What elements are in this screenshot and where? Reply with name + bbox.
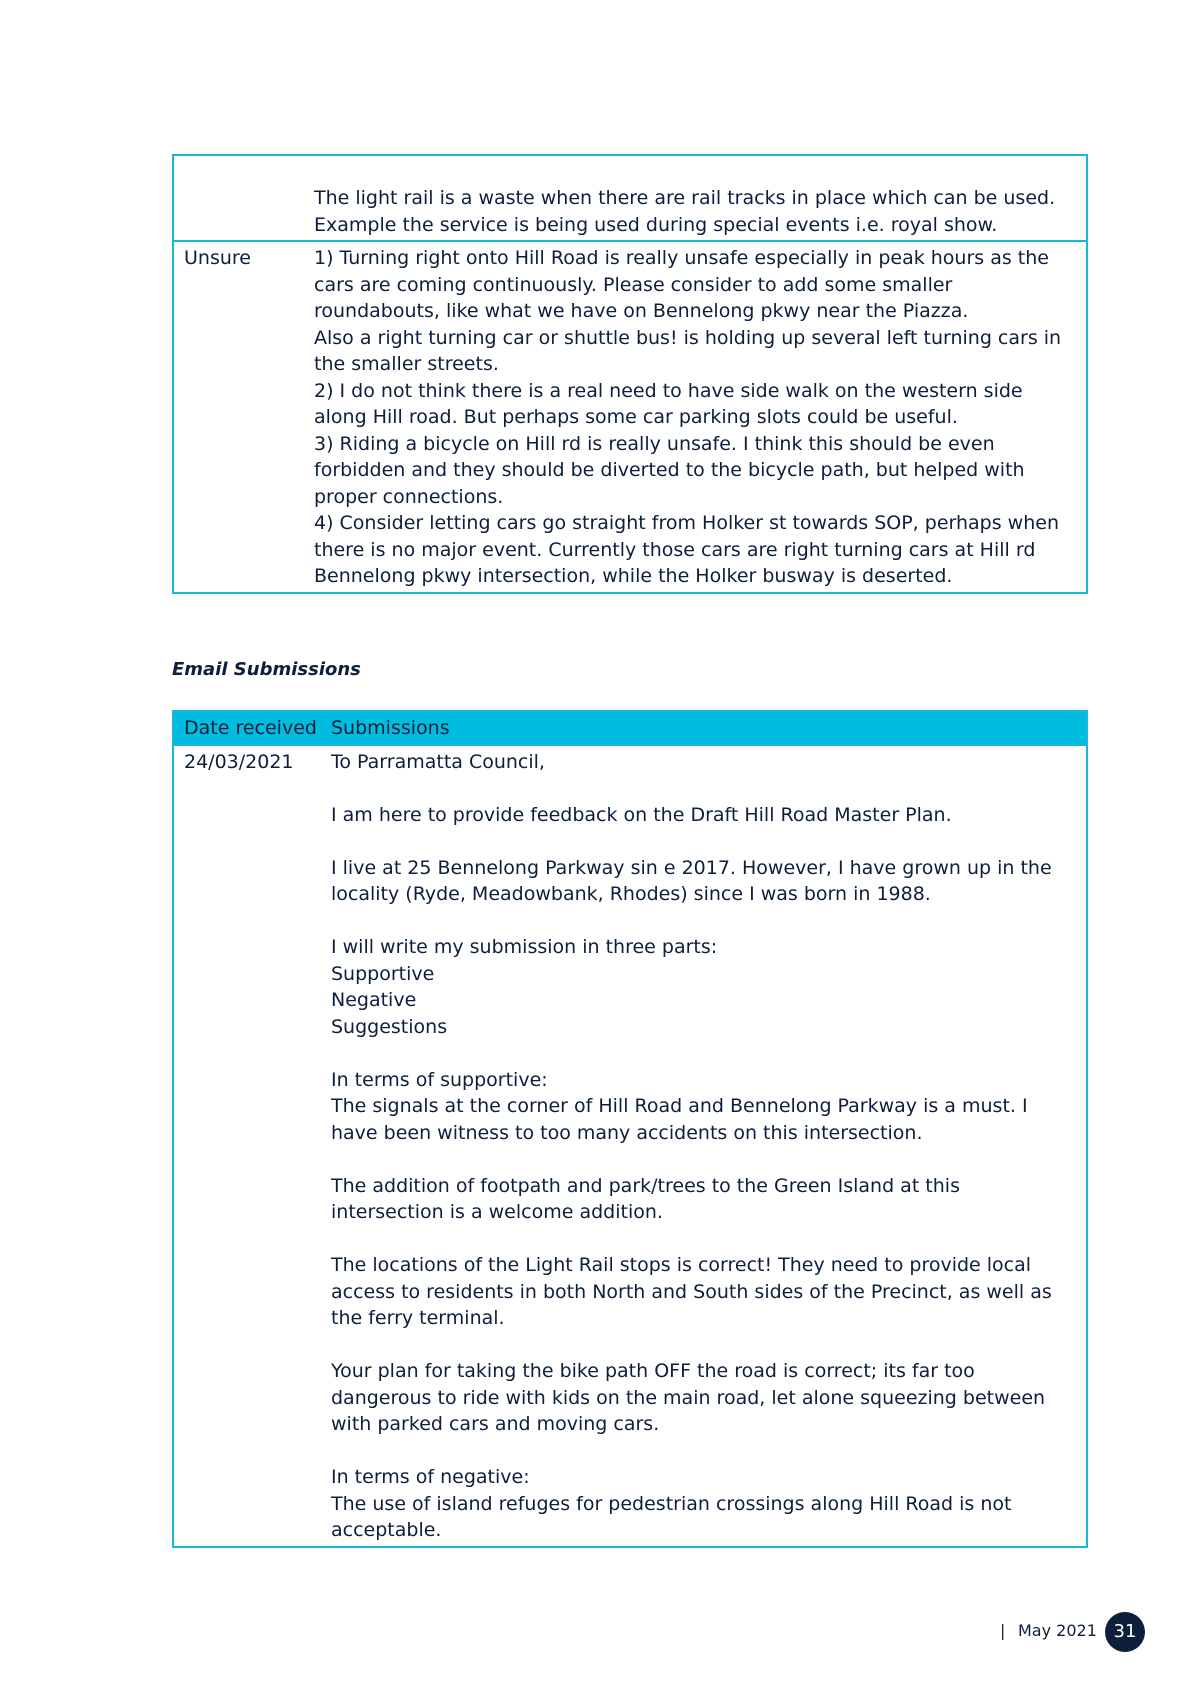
comment-paragraph: Also a right turning car or shuttle bus! is holding up several left turning cars in the smaller streets. — [314, 326, 1062, 375]
submission-paragraph: Supportive — [331, 962, 435, 985]
table-row — [174, 156, 1086, 240]
email-submissions-table — [172, 710, 1088, 1548]
table-row — [174, 240, 1086, 592]
comment-cell — [314, 242, 1084, 592]
submission-paragraph: In terms of negative: — [331, 1466, 530, 1488]
submission-paragraph: In terms of supportive: — [331, 1068, 548, 1091]
date-received: 24/03/2021 — [184, 750, 294, 773]
feedback-table — [172, 154, 1088, 594]
submission-paragraph: The locations of the Light Rail stops is correct! They need to provide local access to residents in both North and South sides of the Precinct, as well as the ferry terminal. — [331, 1254, 1052, 1329]
submission-text — [331, 746, 1084, 1546]
submission-paragraph: I will write my submission in three parts: — [331, 936, 718, 958]
submission-paragraph: The addition of footpath and park/trees to the Green Island at this intersection is a welcome addition. — [331, 1174, 960, 1223]
submission-paragraph: I live at 25 Bennelong Parkway sin e 2017. However, I have grown up in the locality (Ryde, Meadowbank, Rhodes) since I was born in 1988. — [331, 856, 1052, 905]
table-header-row — [174, 712, 1086, 744]
submissions-header: Submissions — [331, 717, 450, 739]
comment-paragraph: 1) Turning right onto Hill Road is really unsafe especially in peak hours as the cars are coming continuously. Please consider to add some smaller roundabouts, like what we have on Bennelong pkwy near the Piazza. — [314, 247, 1049, 322]
table-row — [174, 744, 1086, 1546]
comment-cell — [314, 156, 1084, 240]
comment-paragraph: 4) Consider letting cars go straight from Holker st towards SOP, perhaps when there is no major event. Currently those cars are right turning cars at Hill rd Bennelong pkwy intersection, while the Holker busway is deserted. — [314, 512, 1059, 587]
footer-separator: | — [1000, 1621, 1006, 1640]
response-label: Unsure — [184, 247, 251, 269]
submission-paragraph: Your plan for taking the bike path OFF the road is correct; its far too dangerous to ride with kids on the main road, let alone squeezing between with parked cars and moving cars. — [331, 1360, 1046, 1435]
date-received-header: Date received — [184, 717, 317, 739]
submission-paragraph: To Parramatta Council, — [331, 750, 545, 773]
section-title: Email Submissions — [172, 659, 361, 680]
submission-paragraph: I am here to provide feedback on the Draft Hill Road Master Plan. — [331, 803, 952, 826]
comment-paragraph: 2) I do not think there is a real need to have side walk on the western side along Hill road. But perhaps some car parking slots could be useful. — [314, 379, 1023, 428]
comment-paragraph: 3) Riding a bicycle on Hill rd is really unsafe. I think this should be even forbidden and they should be diverted to the bicycle path, but helped with proper connections. — [314, 432, 1025, 508]
submission-paragraph: Suggestions — [331, 1015, 448, 1038]
footer-date: May 2021 — [1018, 1621, 1097, 1640]
submission-paragraph: The use of island refuges for pedestrian crossings along Hill Road is not acceptable. — [331, 1492, 1012, 1541]
comment-line: The light rail is a waste when there are rail tracks in place which can be used. — [314, 187, 1056, 209]
page-number-badge: 31 — [1105, 1612, 1145, 1652]
submission-paragraph: Negative — [331, 989, 417, 1011]
comment-line: Example the service is being used during special events i.e. royal show. — [314, 213, 998, 236]
response-label — [174, 156, 314, 240]
submission-paragraph: The signals at the corner of Hill Road and Bennelong Parkway is a must. I have been witness to too many accidents on this intersection. — [331, 1095, 1028, 1144]
